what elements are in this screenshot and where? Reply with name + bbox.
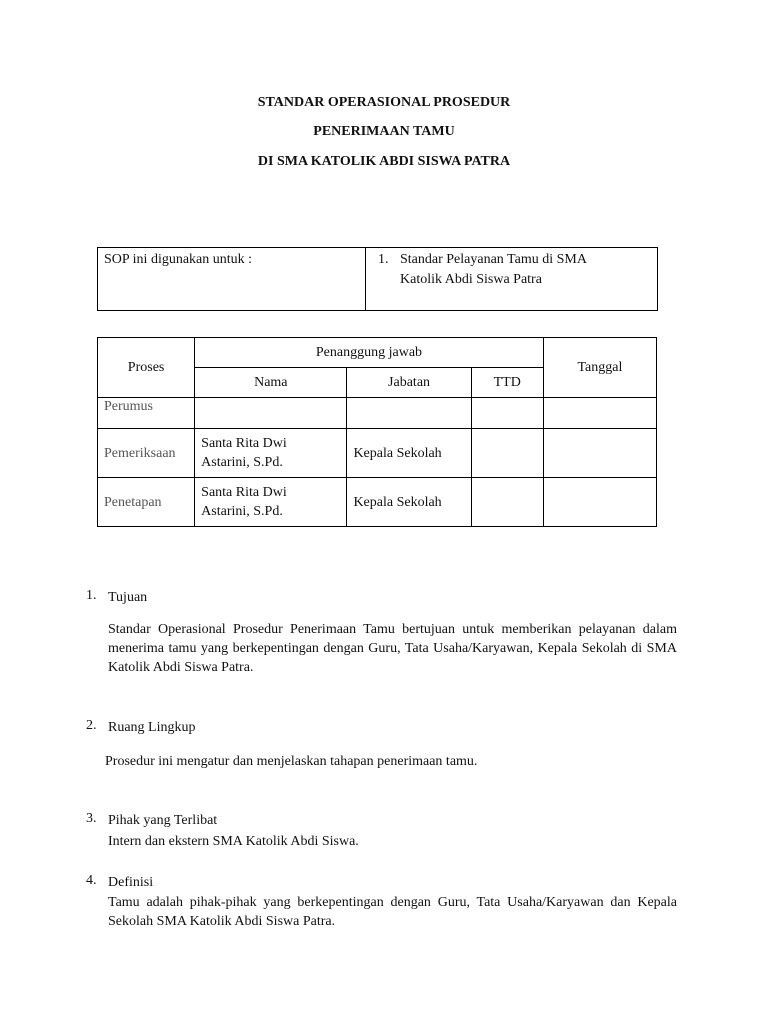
section-body-pihak: Intern dan ekstern SMA Katolik Abdi Siswa. <box>108 834 359 849</box>
header-tanggal: Tanggal <box>543 338 656 398</box>
section-body-definisi: Tamu adalah pihak-pihak yang berkepentingan dengan Guru, Tata Usaha/Karyawan dan Kepala Sekolah SMA Katolik Abdi Siswa Patra. <box>108 895 677 929</box>
sop-purpose-item-number: 1. <box>378 252 389 267</box>
sop-purpose-item <box>366 248 658 311</box>
header-jabatan: Jabatan <box>347 368 471 398</box>
ttd-cell <box>471 398 543 429</box>
section-heading-definisi: Definisi <box>108 875 154 890</box>
nama-cell <box>195 429 347 478</box>
jabatan-cell: Kepala Sekolah <box>347 429 471 478</box>
document-title-line2: PENERIMAAN TAMU <box>313 124 455 139</box>
nama-line2: Astarini, S.Pd. <box>201 455 283 470</box>
tanggal-cell <box>543 398 656 429</box>
section-heading-tujuan: Tujuan <box>108 590 148 605</box>
jabatan-cell: Kepala Sekolah <box>347 478 471 527</box>
nama-line1: Santa Rita Dwi <box>201 436 287 451</box>
ttd-cell <box>471 478 543 527</box>
tanggal-cell <box>543 478 656 527</box>
section-number: 2. <box>86 718 97 733</box>
header-nama: Nama <box>195 368 347 398</box>
document-title-line1: STANDAR OPERASIONAL PROSEDUR <box>257 95 511 110</box>
jabatan-cell <box>347 398 471 429</box>
section-body-tujuan: Standar Operasional Prosedur Penerimaan Tamu bertujuan untuk memberikan pelayanan dalam menerima tamu yang berkepentingan dengan Guru, Tata Usaha/Karyawan, Kepala Sekolah di SMA Katolik Abdi Siswa Patra. <box>108 622 677 675</box>
table-row <box>98 478 657 527</box>
sop-purpose-item-line2: Katolik Abdi Siswa Patra <box>400 272 542 287</box>
sop-purpose-item-line1: Standar Pelayanan Tamu di SMA <box>400 252 587 267</box>
proses-cell: Pemeriksaan <box>98 429 195 478</box>
ttd-cell <box>471 429 543 478</box>
section-number: 4. <box>86 873 97 888</box>
section-body-ruang-lingkup: Prosedur ini mengatur dan menjelaskan tahapan penerimaan tamu. <box>105 754 478 769</box>
table-row <box>98 398 657 429</box>
header-ttd: TTD <box>471 368 543 398</box>
tanggal-cell <box>543 429 656 478</box>
header-proses: Proses <box>98 338 195 398</box>
proses-cell: Perumus <box>98 398 195 429</box>
table-row <box>98 429 657 478</box>
responsibility-table <box>97 337 657 527</box>
nama-cell <box>195 478 347 527</box>
sop-purpose-label: SOP ini digunakan untuk : <box>98 248 366 311</box>
sop-purpose-table <box>97 247 658 311</box>
section-number: 1. <box>86 588 97 603</box>
header-penanggung-jawab: Penanggung jawab <box>195 338 544 368</box>
section-number: 3. <box>86 811 97 826</box>
nama-cell <box>195 398 347 429</box>
nama-line2: Astarini, S.Pd. <box>201 504 283 519</box>
section-heading-pihak: Pihak yang Terlibat <box>108 813 218 828</box>
nama-line1: Santa Rita Dwi <box>201 485 287 500</box>
document-title-line3: DI SMA KATOLIK ABDI SISWA PATRA <box>257 154 511 169</box>
proses-cell: Penetapan <box>98 478 195 527</box>
section-heading-ruang-lingkup: Ruang Lingkup <box>108 720 196 735</box>
